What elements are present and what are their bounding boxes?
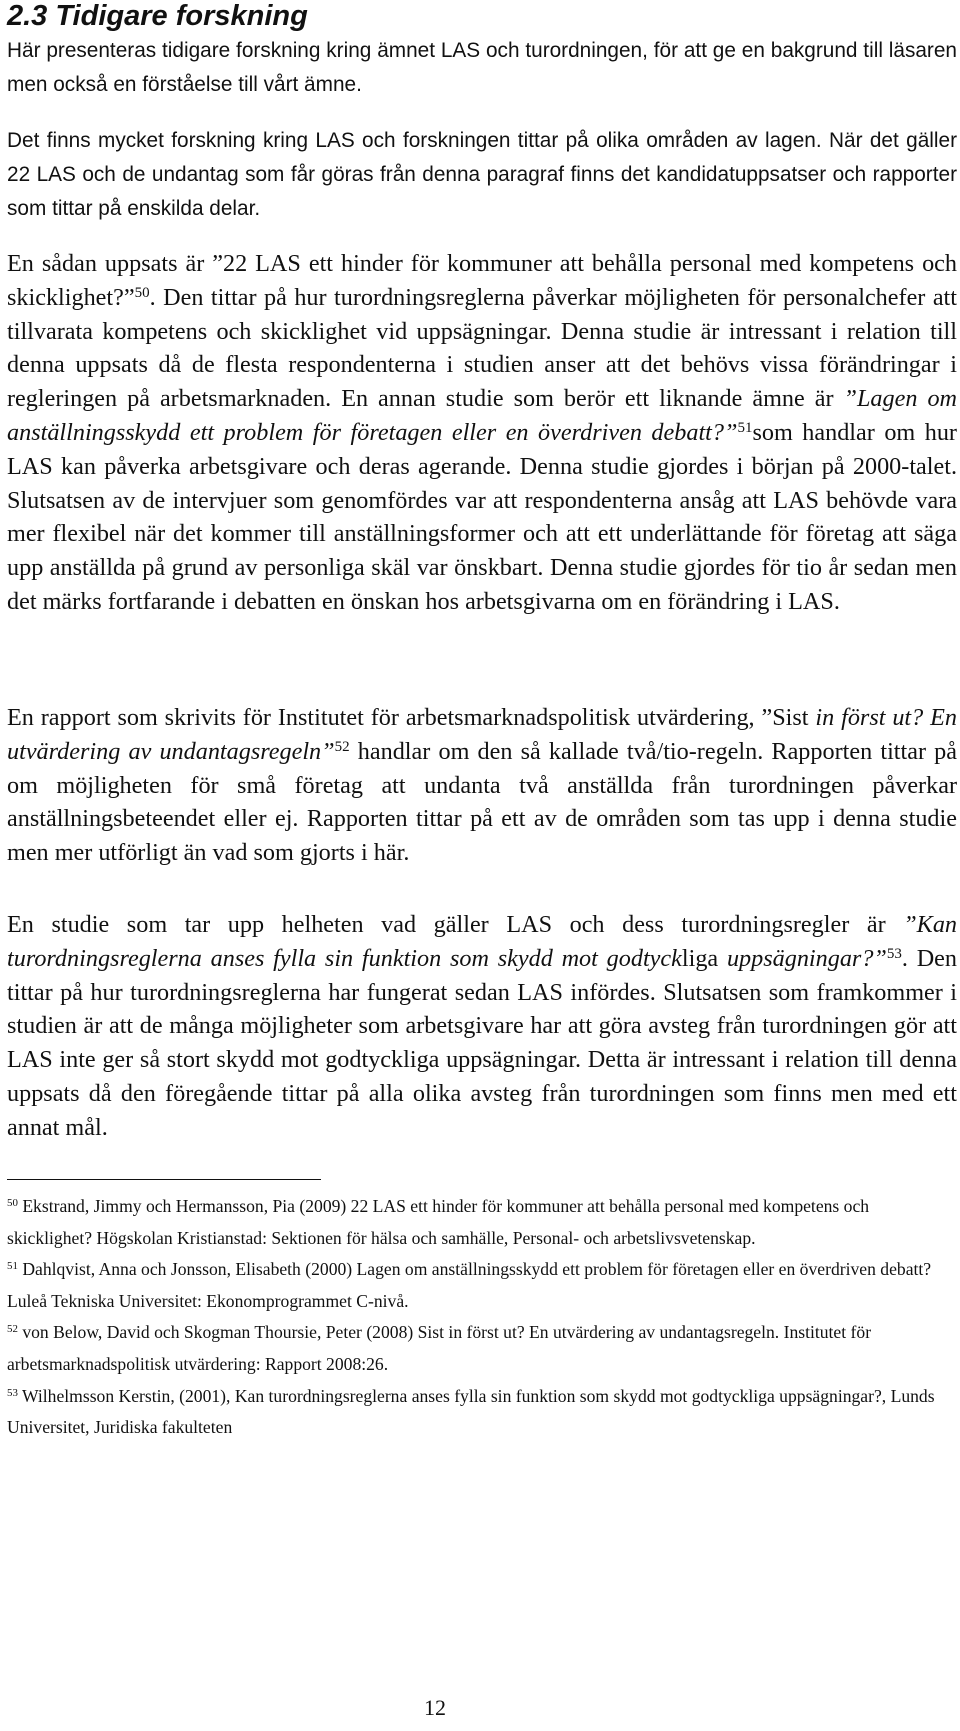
footnote-51 (7, 1254, 952, 1317)
footnote-52 (7, 1317, 952, 1380)
footnote-number: 52 (7, 1323, 18, 1336)
footnotes (7, 1191, 952, 1444)
paragraph-text: . Den tittar på hur turordningsreglerna har fungerat sedan LAS infördes. Slutsatsen som framkommer i studien är att de många möjligheter som arbetsgivare har att göra avsteg från turordningen gör att LAS inte ger så stort skydd mot godtyckliga uppsägningar. Detta är intressant i relation till denna uppsats då den föregående tittar på alla olika avsteg från turordningen som finns men med ett annat mål. (7, 944, 957, 1141)
intro-paragraph: Här presenteras tidigare forskning kring ämnet LAS och turordningen, för att ge en bakgrund till läsaren men också en förståelse till vårt ämne. (7, 39, 957, 96)
paragraph-text: . Den tittar på hur turordningsreglerna påverkar möjligheten för personalchefer att tillvarata kompetens och skicklighet vid uppsägningar. Denna studie är intressant i relation till denna uppsats då de flesta respondenterna i studien anser att det behövs vissa förändringar i regleringen på arbetsmarknaden. En annan studie som berör ett liknande ämne är (7, 283, 957, 413)
section-heading: 2.3 Tidigare forskning (7, 0, 308, 32)
study-title-end: uppsägningar?” (726, 944, 887, 972)
footnote-ref-51[interactable]: 51 (737, 419, 753, 436)
footnote-text: Ekstrand, Jimmy och Hermansson, Pia (2009) 22 LAS ett hinder för kommuner att behålla personal med kompetens och skicklighet? Högskolan Kristianstad: Sektionen för hälsa och samhälle, Personal- och arbetslivsvetenskap. (7, 1196, 870, 1248)
footnote-50 (7, 1191, 952, 1254)
report-title: in först ut? En utvärdering av undantagsregeln” (7, 704, 957, 765)
footnote-53 (7, 1381, 952, 1444)
footnote-ref-53[interactable]: 53 (886, 945, 902, 962)
footnote-text: Dahlqvist, Anna och Jonsson, Elisabeth (2000) Lagen om anställningsskydd ett problem för företagen eller en överdriven debatt? Luleå Tekniska Universitet: Ekonomprogrammet C-nivå. (7, 1259, 932, 1311)
study-title: ”Lagen om anställningsskydd ett problem för företagen eller en överdriven debatt?” (7, 385, 958, 446)
paragraph-studies (7, 247, 957, 619)
page-number: 12 (424, 1695, 446, 1720)
footnote-ref-50[interactable]: 50 (134, 284, 150, 301)
footnote-ref-52[interactable]: 52 (334, 738, 350, 755)
footnote-text: Wilhelmsson Kerstin, (2001), Kan turordningsreglerna anses fylla sin funktion som skydd mot godtyckliga uppsägningar?, Lunds Universitet, Juridiska fakulteten (7, 1385, 935, 1438)
footnote-text: von Below, David och Skogman Thoursie, Peter (2008) Sist in först ut? En utvärdering av undantagsregeln. Institutet för arbetsmarknadspolitisk utvärdering: Rapport 2008:26. (7, 1322, 872, 1374)
paragraph-text: handlar om den så kallade två/tio-regeln. Rapporten tittar på om möjligheten för små företag att undanta två anställda från turordningen påverkar anställningsbeteendet eller ej. Rapporten tittar på ett av de områden som tas upp i denna studie men mer utförligt än vad som gjorts i här. (7, 737, 958, 867)
research-overview-paragraph: Det finns mycket forskning kring LAS och forskningen tittar på olika områden av lagen. När det gäller 22 LAS och de undantag som får göras från denna paragraf finns det kandidatuppsatser och rapporter som tittar på enskilda delar. (7, 129, 957, 220)
paragraph-text: liga (681, 944, 719, 972)
paragraph-text: En sådan uppsats är ”22 LAS ett hinder för kommuner att behålla personal med kompetens och skicklighet?” (7, 250, 957, 311)
footnote-divider (7, 1179, 321, 1180)
paragraph-text: som handlar om hur LAS kan påverka arbetsgivare och deras agerande. Denna studie gjordes i början på 2000-talet. Slutsatsen av de intervjuer som genomfördes var att respondenterna ansåg att LAS behövde vara mer flexibel när det kommer till anställningsformer och att ett underlättande för företag att säga upp anställda på grund av personliga skäl var önskbart. Denna studie gjordes för tio år sedan men det märks fortfarande i debatten en önskan hos arbetsgivarna om en förändring i LAS. (7, 418, 957, 615)
study-title: ”Kan turordningsreglerna anses fylla sin funktion som skydd mot godtyck (7, 911, 958, 972)
paragraph-overall-study (7, 908, 957, 1145)
footnote-number: 53 (7, 1386, 18, 1399)
footnote-number: 51 (7, 1260, 18, 1273)
paragraph-report (7, 701, 957, 870)
paragraph-text: En rapport som skrivits för Institutet för arbetsmarknadspolitisk utvärdering, ”Sist (7, 704, 809, 731)
footnote-number: 50 (7, 1197, 18, 1209)
paragraph-text: En studie som tar upp helheten vad gäller LAS och dess turordningsregler är (7, 911, 886, 938)
